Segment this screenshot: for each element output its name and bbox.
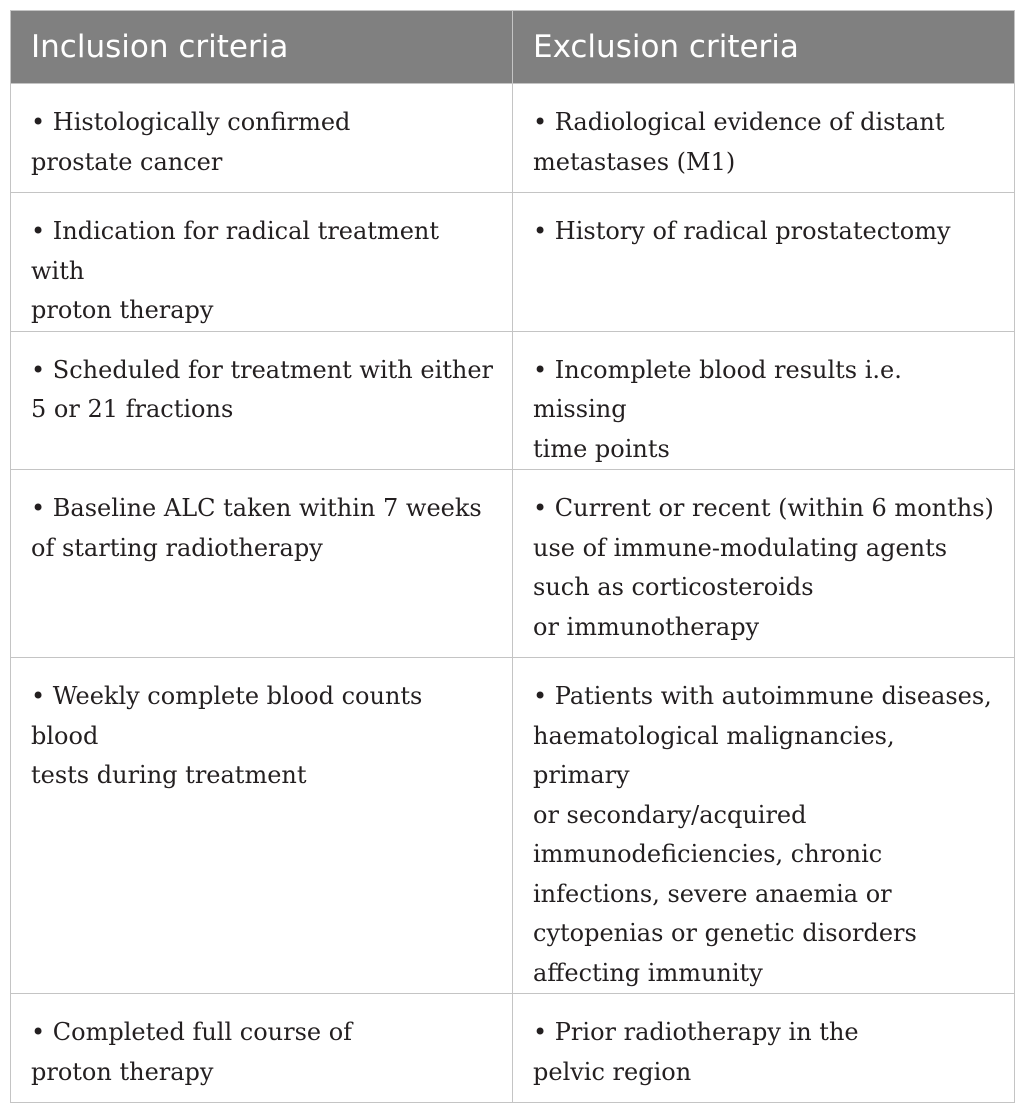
exclusion-cell: • Radiological evidence of distant metastases (M1) — [513, 84, 1015, 193]
inclusion-cell: • Weekly complete blood counts blood tests during treatment — [11, 658, 513, 994]
exclusion-criteria-header: Exclusion criteria — [513, 11, 1015, 84]
inclusion-cell: • Histologically confirmed prostate cancer — [11, 84, 513, 193]
table-row — [11, 193, 1015, 332]
table-row — [11, 84, 1015, 193]
inclusion-cell: • Scheduled for treatment with either 5 or 21 fractions — [11, 331, 513, 470]
table-header-row — [11, 11, 1015, 84]
table-row — [11, 658, 1015, 994]
exclusion-cell: • Current or recent (within 6 months) use of immune-modulating agents such as corticosteroids or immunotherapy — [513, 470, 1015, 658]
inclusion-cell: • Completed full course of proton therapy — [11, 994, 513, 1103]
table-row — [11, 470, 1015, 658]
inclusion-cell: • Baseline ALC taken within 7 weeks of starting radiotherapy — [11, 470, 513, 658]
inclusion-criteria-header: Inclusion criteria — [11, 11, 513, 84]
criteria-table — [10, 10, 1015, 1103]
exclusion-cell: • Prior radiotherapy in the pelvic region — [513, 994, 1015, 1103]
table-row — [11, 331, 1015, 470]
exclusion-cell: • Patients with autoimmune diseases, haematological malignancies, primary or secondary/acquired immunodeficiencies, chronic infections, severe anaemia or cytopenias or genetic disorders affecting immunity — [513, 658, 1015, 994]
inclusion-cell: • Indication for radical treatment with proton therapy — [11, 193, 513, 332]
table-row — [11, 994, 1015, 1103]
exclusion-cell: • History of radical prostatectomy — [513, 193, 1015, 332]
exclusion-cell: • Incomplete blood results i.e. missing time points — [513, 331, 1015, 470]
